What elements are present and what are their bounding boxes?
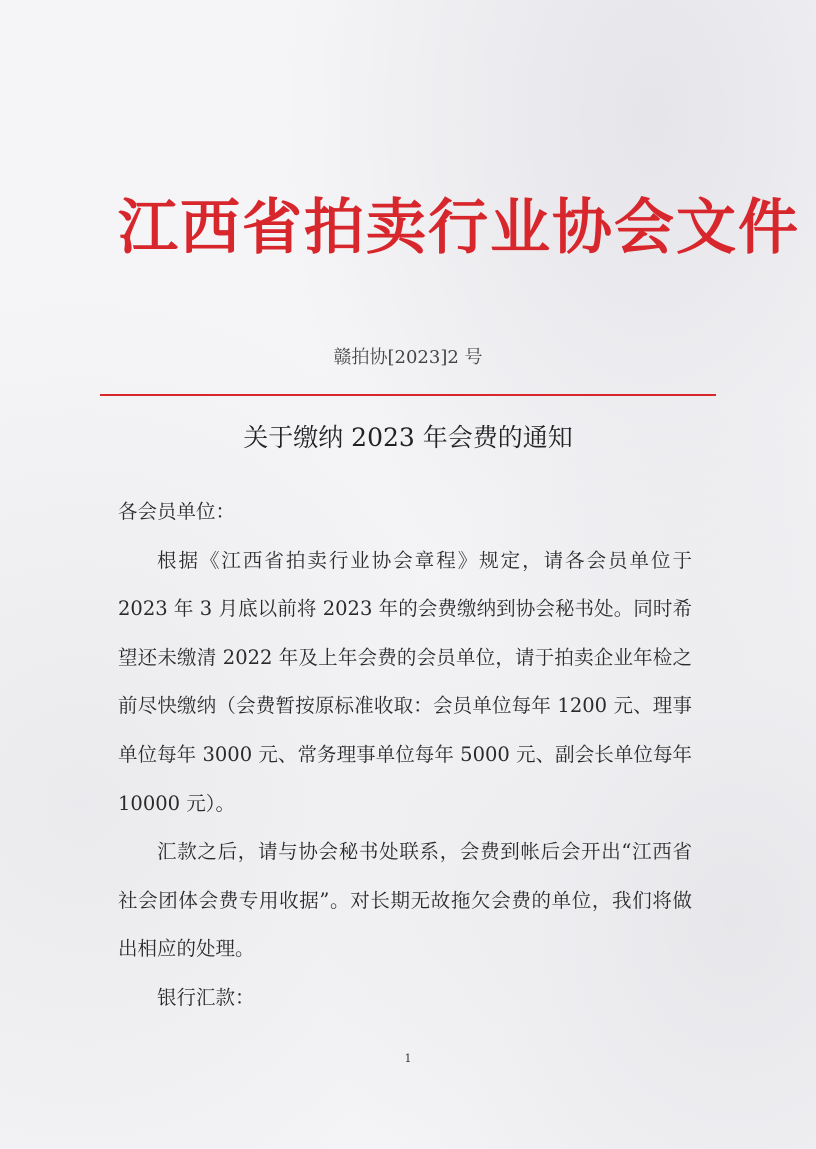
body-paragraph-3: 银行汇款： [157, 985, 255, 1009]
notice-title: 关于缴纳 2023 年会费的通知 [243, 423, 573, 452]
document-body [118, 488, 692, 1023]
body-paragraph-2: 汇款之后，请与协会秘书处联系，会费到帐后会开出“江西省社会团体会费专用收据”。对长期无故拖欠会费的单位，我们将做出相应的处理。 [118, 840, 692, 961]
red-divider-line [100, 394, 716, 396]
document-number: 赣拍协[2023]2 号 [333, 347, 483, 368]
document-header-title: 江西省拍卖行业协会文件 [118, 193, 800, 263]
page-number: 1 [404, 1052, 412, 1065]
salutation: 各会员单位： [118, 500, 236, 523]
body-paragraph-1: 根据《江西省拍卖行业协会章程》规定，请各会员单位于 2023 年 3 月底以前将 2023 年的会费缴纳到协会秘书处。同时希望还未缴清 2022 年及上年会费的会员单位，请于拍卖企业年检之前尽快缴纳（会费暂按原标准收取：会员单位每年 1200 元、理事单位每年 3000 元、常务理事单位每年 5000 元、副会长单位每年 10000 元）。 [118, 548, 692, 815]
